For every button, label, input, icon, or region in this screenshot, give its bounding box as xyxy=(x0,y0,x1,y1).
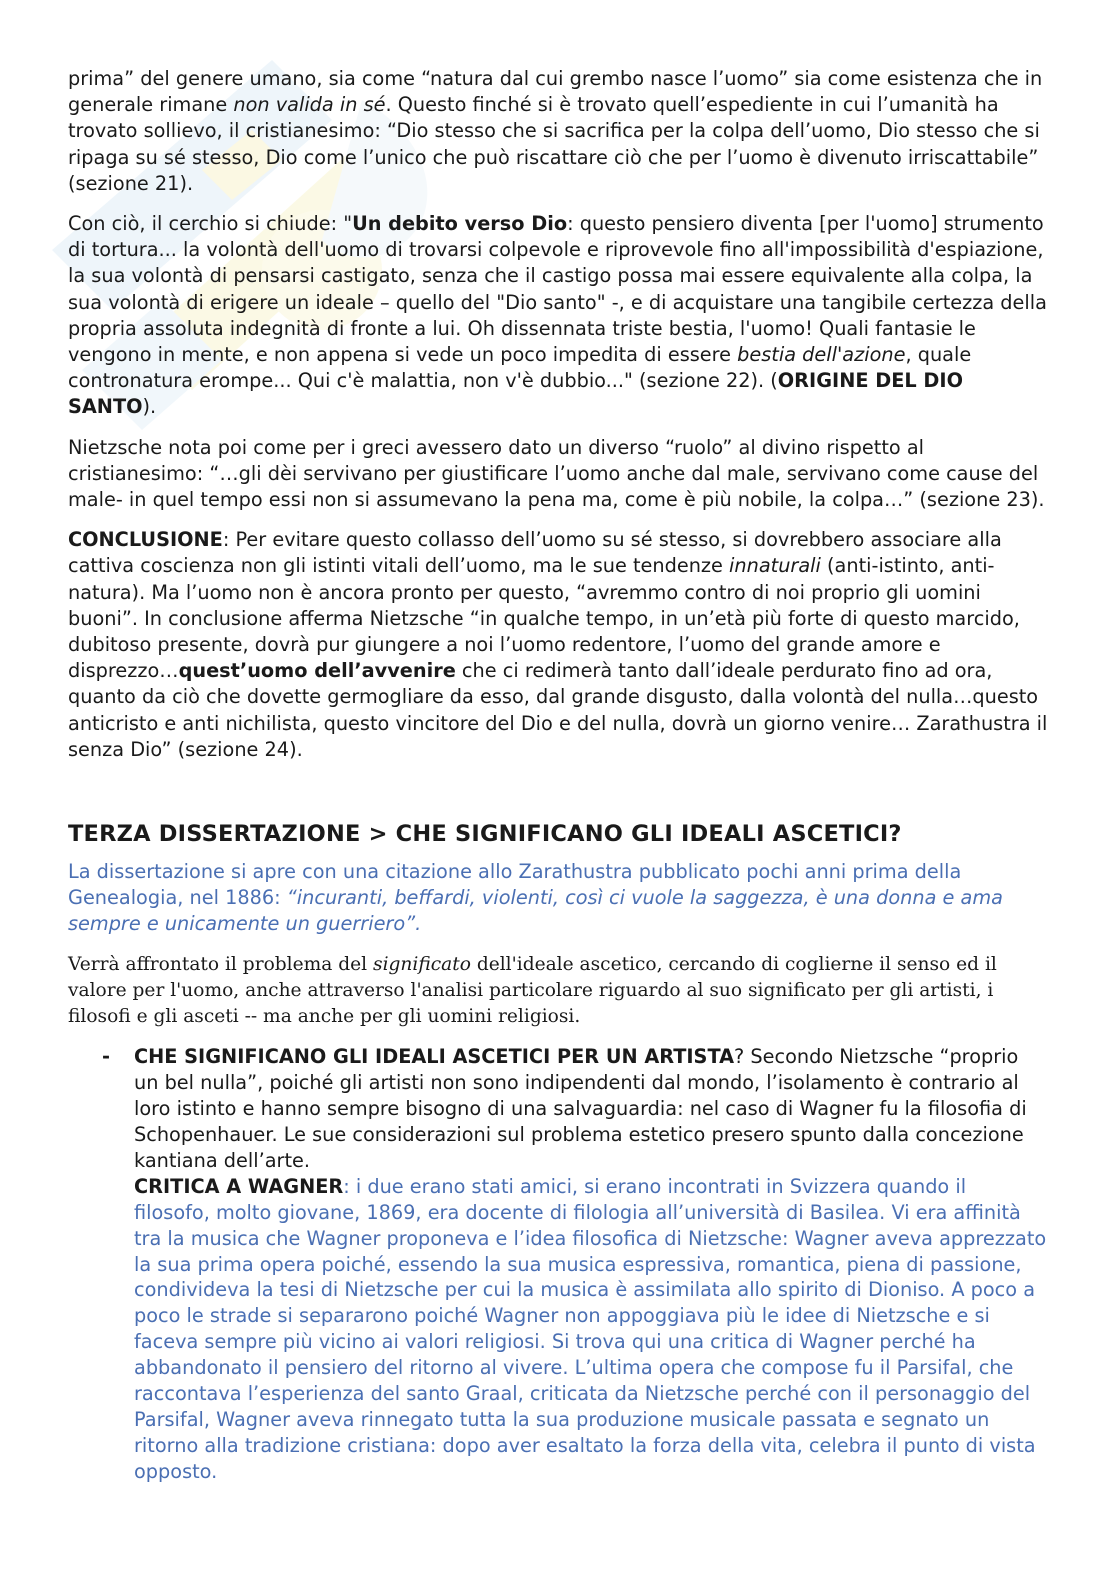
paragraph-intro-citazione: La dissertazione si apre con una citazione allo Zarathustra pubblicato pochi anni prima della Genealogia, nel 1886: “incuranti, beffardi, violenti, così ci vuole la saggezza, è una donna e ama sempre e unicamente un guerriero”. xyxy=(68,860,1003,936)
list-item-artista: - CHE SIGNIFICANO GLI IDEALI ASCETICI PER UN ARTISTA? Secondo Nietzsche “proprio un bel nulla”, poiché gli artisti non sono indipendenti dal mondo, l’isolamento è contrario al loro istinto e hanno sempre bisogno di una salvaguardia: nel caso di Wagner fu la filosofia di Schopenhauer. Le sue considerazioni sul problema estetico presero spunto dalla concezione kantiana dell’arte. CRITICA A WAGNER: i due erano stati amici, si erano incontrati in Svizzera quando il filosofo, molto giovane, 1869, era docente di filologia all’università di Basilea. Vi era affinità tra la musica che Wagner proponeva e l’idea filosofica di Nietzsche: Wagner aveva apprezzato la sua prima opera poiché, essendo la sua musica espressiva, romantica, piena di passione, condivideva la tesi di Nietzsche per cui la musica è assimilata allo spirito di Dioniso. A poco a poco le strade si separarono poiché Wagner non appoggiava più le idee di Nietzsche e si faceva sempre più vicino ai valori religiosi. Si trova qui una critica di Wagner perché ha abbandonato il pensiero del ritorno al vivere. L’ultima opera che compose fu il Parsifal, che raccontava l’esperienza del santo Graal, criticata da Nietzsche perché con il personaggio del Parsifal, Wagner aveva rinnegato tutta la sua produzione musicale passata e segnato un ritorno alla tradizione cristiana: dopo aver esaltato la forza della vita, celebra il punto di vista opposto. xyxy=(102,1045,1047,1483)
document-page xyxy=(68,66,1048,1485)
paragraph-greci: Nietzsche nota poi come per i greci avessero dato un diverso “ruolo” al divino rispetto al cristianesimo: “…gli dèi servivano per giustificare l’uomo anche dal male, servivano come cause del male- in quel tempo essi non si assumevano la pena ma, come è più nobile, la colpa…” (sezione 23). xyxy=(68,435,1045,512)
paragraph-significato: Verrà affrontato il problema del significato dell'ideale ascetico, cercando di coglierne il senso ed il valore per l'uomo, anche attraverso l'analisi particolare riguardo al suo significato per gli artisti, i filosofi e gli asceti -- ma anche per gli uomini religiosi. xyxy=(68,953,997,1028)
paragraph-debito-verso-dio: Con ciò, il cerchio si chiude: "Un debito verso Dio: questo pensiero diventa [per l'uomo] strumento di tortura... la volontà dell'uomo di trovarsi colpevole e riprovevole fino all'impossibilità d'espiazione, la sua volontà di pensarsi castigato, senza che il castigo possa mai essere equivalente alla colpa, la sua volontà di erigere un ideale – quello del "Dio santo" -, e di acquistare una tangibile certezza della propria assoluta indegnità di fronte a lui. Oh dissennata triste bestia, l'uomo! Quali fantasie le vengono in mente, e non appena si vede un poco impedita di essere bestia dell'azione, quale contronatura erompe... Qui c'è malattia, non v'è dubbio..." (sezione 22). (ORIGINE DEL DIO SANTO). xyxy=(68,212,1047,419)
paragraph-conclusione: CONCLUSIONE: Per evitare questo collasso dell’uomo su sé stesso, si dovrebbero associare alla cattiva coscienza non gli istinti vitali dell’uomo, ma le sue tendenze innaturali (anti-istinto, anti-natura). Ma l’uomo non è ancora pronto per questo, “avremmo contro di noi proprio gli uomini buoni”. In conclusione afferma Nietzsche “in qualche tempo, in un’età più forte di questo marcido, dubitoso presente, dovrà pur giungere a noi l’uomo redentore, l’uomo del grande amore e disprezzo…quest’uomo dell’avvenire che ci redimerà tanto dall’ideale perdurato fino ad ora, quanto da ciò che dovette germogliare da esso, dal grande disgusto, dalla volontà del nulla…questo anticristo e anti nichilista, questo vincitore del Dio e del nulla, dovrà un giorno venire… Zarathustra il senza Dio” (sezione 24). xyxy=(68,528,1048,761)
section-heading: TERZA DISSERTAZIONE > CHE SIGNIFICANO GLI IDEALI ASCETICI? xyxy=(68,821,902,848)
bullet-marker: - xyxy=(102,1045,111,1069)
paragraph-debito-origine: prima” del genere umano, sia come “natura dal cui grembo nasce l’uomo” sia come esistenza che in generale rimane non valida in sé. Questo finché si è trovato quell’espediente in cui l’umanità ha trovato sollievo, il cristianesimo: “Dio stesso che si sacrifica per la colpa dell’uomo, Dio stesso che si ripaga su sé stesso, Dio come l’unico che può riscattare ciò che per l’uomo è divenuto irriscattabile” (sezione 21). xyxy=(68,67,1043,195)
